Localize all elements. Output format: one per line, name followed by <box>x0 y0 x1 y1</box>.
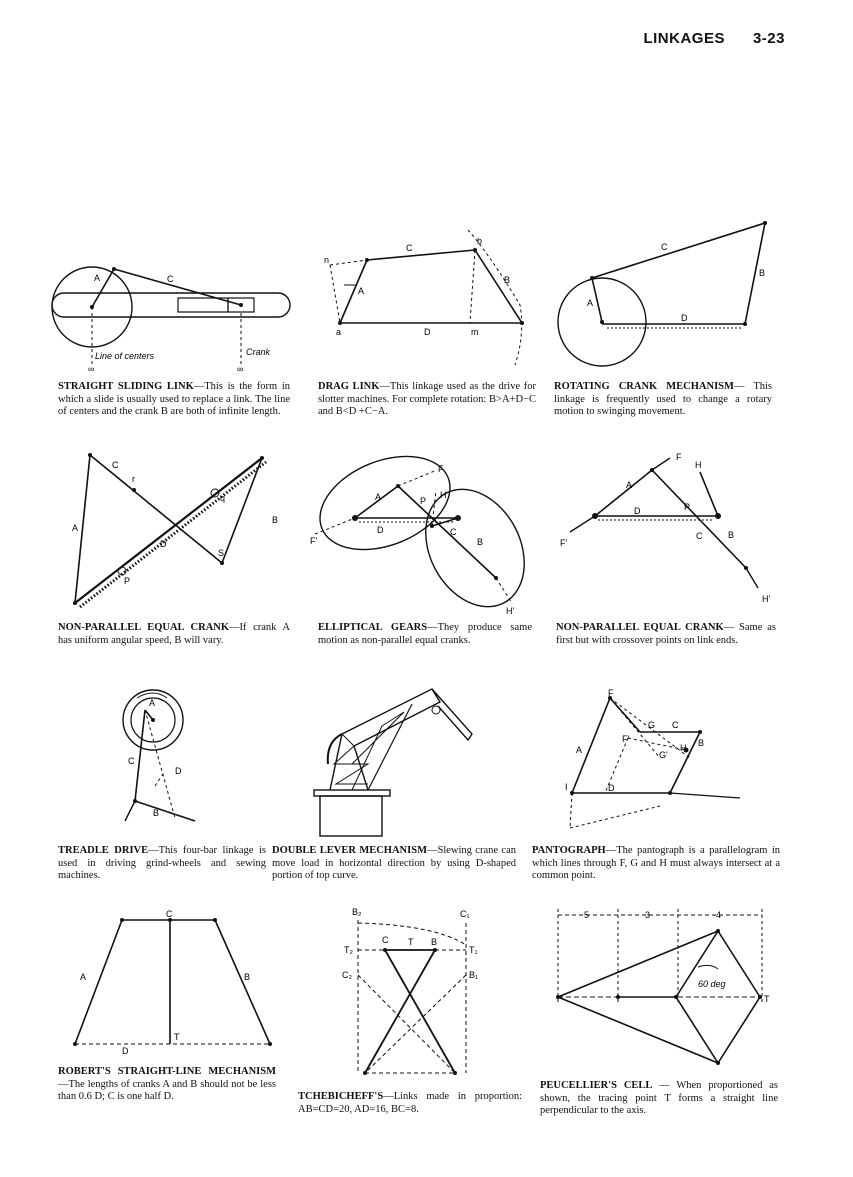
elliptical-gears-drawing <box>310 448 540 616</box>
caption-title: PANTOGRAPH <box>532 845 606 856</box>
caption-pantograph <box>532 845 780 883</box>
caption-text: — When proportioned as shown, the tracing point T forms a straight line perpendicular to the axis. <box>540 1080 778 1116</box>
caption-title: ROTATING CRANK MECHANISM <box>554 381 734 392</box>
caption-text: — This linkage is frequently used to change a rotary motion to swinging movement. <box>554 381 772 417</box>
label-c: C <box>112 460 119 470</box>
label-d: D <box>681 313 688 323</box>
label-a: A <box>149 698 156 708</box>
label-a: A <box>94 273 101 283</box>
label-60-deg: 60 deg <box>698 979 726 989</box>
caption-title: ROBERT'S STRAIGHT-LINE MECHANISM <box>58 1066 276 1077</box>
roberts-drawing <box>60 908 285 1058</box>
label-h: H <box>695 460 702 470</box>
label-h-prime: H' <box>762 594 771 604</box>
caption-text: —This is the form in which a slide is usually used to replace a link. The line of centers and the crank B are both of infinite length. <box>58 381 290 417</box>
straight-sliding-link-drawing <box>50 255 300 375</box>
figure-non-parallel-equal-crank-1 <box>60 450 290 610</box>
label-t: T <box>764 994 770 1004</box>
caption-text: —If crank A has uniform angular speed, B will vary. <box>58 622 290 646</box>
figure-straight-sliding-link <box>50 255 300 375</box>
label-b: B <box>504 275 511 285</box>
label-c1: C₁ <box>460 909 470 919</box>
label-b2: B₂ <box>352 907 362 917</box>
caption-text: —The lengths of cranks A and B should not be less than 0.6 D; C is one half D. <box>58 1078 276 1102</box>
label-f-prime: F' <box>622 734 630 744</box>
caption-tchebicheff <box>298 1091 522 1116</box>
label-a: A <box>358 286 365 296</box>
label-a: A <box>576 745 583 755</box>
label-d: D <box>608 783 615 793</box>
caption-title: STRAIGHT SLIDING LINK <box>58 381 194 392</box>
label-c: C <box>406 243 413 253</box>
label-b1: B₁ <box>469 970 479 980</box>
label-h: H <box>680 743 687 753</box>
tchebicheff-drawing <box>330 905 490 1085</box>
caption-text: — Same as first but with crossover points on link ends. <box>556 622 777 646</box>
label-d: D <box>160 539 167 549</box>
caption-title: PEUCELLIER'S CELL <box>540 1080 653 1091</box>
label-t2: T₂ <box>344 945 353 955</box>
label-d: D <box>377 525 384 535</box>
caption-title: DRAG LINK <box>318 381 380 392</box>
caption-text: —Slewing crane can move load in horizontal direction by using D-shaped portion of top curve. <box>272 845 516 881</box>
peucellier-drawing <box>548 905 778 1070</box>
label-a: A <box>626 480 633 490</box>
double-lever-drawing <box>312 684 492 839</box>
label-d: D <box>424 327 431 337</box>
rotating-crank-drawing <box>555 218 785 373</box>
label-t: T <box>174 1032 180 1042</box>
label-g-prime: G' <box>659 750 668 760</box>
caption-title: ELLIPTICAL GEARS <box>318 622 428 633</box>
caption-title: NON-PARALLEL EQUAL CRANK <box>58 622 230 633</box>
label-n: n <box>324 255 330 265</box>
caption-treadle-drive <box>58 845 266 883</box>
caption-roberts <box>58 1066 276 1104</box>
caption-text: —Links made in proportion: AB=CD=20, AD=16, BC=8. <box>298 1091 522 1115</box>
non-parallel-equal-crank-2-drawing <box>560 452 790 612</box>
caption-title: DOUBLE LEVER MECHANISM <box>272 845 427 856</box>
label-b: B <box>698 738 705 748</box>
figure-elliptical-gears <box>310 448 540 616</box>
label-q: q <box>220 493 226 503</box>
label-h: H <box>440 490 447 500</box>
label-d: D <box>634 506 641 516</box>
label-c: C <box>166 909 173 919</box>
label-f-prime: F' <box>560 538 568 548</box>
label-3: 3 <box>645 910 651 920</box>
label-b: B <box>728 530 735 540</box>
caption-elliptical-gears <box>318 622 532 647</box>
caption-text: —This four-bar linkage is used in driving grind-wheels and sewing machines. <box>58 845 266 881</box>
figure-drag-link <box>320 225 540 375</box>
label-s: S <box>218 548 225 558</box>
figure-treadle-drive <box>115 686 225 836</box>
label-i: I <box>565 782 568 792</box>
caption-title: NON-PARALLEL EQUAL CRANK <box>556 622 724 633</box>
caption-straight-sliding-link <box>58 381 290 419</box>
caption-text: —This linkage used as the drive for slotter machines. For complete rotation: B>A+D−C and B<D +C−A. <box>318 381 536 417</box>
label-infinity-1: ∞ <box>88 364 95 374</box>
label-c: C <box>167 274 174 284</box>
label-5: 5 <box>584 910 590 920</box>
caption-rotating-crank <box>554 381 772 419</box>
label-b: B <box>431 937 438 947</box>
label-a-lower: a <box>336 327 342 337</box>
label-f: F <box>608 688 614 698</box>
caption-peucellier <box>540 1080 778 1118</box>
section-title: LINKAGES <box>643 30 725 47</box>
label-g: G <box>648 720 656 730</box>
label-r: r <box>132 474 135 484</box>
figure-pantograph <box>560 688 760 838</box>
label-f: F <box>676 452 682 462</box>
label-4: 4 <box>716 910 722 920</box>
figure-double-lever <box>312 684 492 839</box>
label-p: P <box>684 502 691 512</box>
label-c: C <box>450 527 457 537</box>
non-parallel-equal-crank-1-drawing <box>60 450 290 610</box>
label-b: B <box>244 972 251 982</box>
caption-text: —The pantograph is a parallelogram in which lines through F, G and H must always intersect at a common point. <box>532 845 780 881</box>
label-crank: Crank <box>246 347 271 357</box>
caption-non-parallel-equal-crank-1 <box>58 622 290 647</box>
label-d: D <box>122 1046 129 1056</box>
label-f-prime: F' <box>310 536 318 546</box>
label-a: A <box>587 298 594 308</box>
caption-double-lever <box>272 845 516 883</box>
label-p: P <box>124 576 131 586</box>
label-d: D <box>175 766 182 776</box>
label-c: C <box>672 720 679 730</box>
label-c: C <box>696 531 703 541</box>
label-m: m <box>471 327 479 337</box>
figure-roberts <box>60 908 285 1058</box>
caption-text: —They produce same motion as non-parallel equal cranks. <box>318 622 532 646</box>
figure-non-parallel-equal-crank-2 <box>560 452 790 612</box>
figure-tchebicheff <box>330 905 490 1085</box>
label-a: A <box>80 972 87 982</box>
label-b: B <box>477 537 484 547</box>
drag-link-drawing <box>320 225 540 375</box>
label-h-prime: H' <box>506 606 515 616</box>
label-c2: C₂ <box>342 970 352 980</box>
page-header <box>615 30 785 47</box>
label-infinity-2: ∞ <box>237 364 244 374</box>
label-b: B <box>759 268 766 278</box>
label-c: C <box>128 756 135 766</box>
caption-non-parallel-equal-crank-2 <box>556 622 776 647</box>
label-f: F <box>438 464 444 474</box>
caption-title: TREADLE DRIVE <box>58 845 149 856</box>
pantograph-drawing <box>560 688 760 838</box>
label-c: C <box>382 935 389 945</box>
label-b-lower: b <box>477 236 483 246</box>
label-t: T <box>408 937 414 947</box>
label-p: P <box>420 496 427 506</box>
caption-drag-link <box>318 381 536 419</box>
label-a: A <box>375 492 382 502</box>
figure-rotating-crank <box>555 218 785 373</box>
label-a: A <box>72 523 79 533</box>
label-c: C <box>661 242 668 252</box>
label-b: B <box>153 808 160 818</box>
treadle-drive-drawing <box>115 686 225 836</box>
label-t1: T₁ <box>469 945 478 955</box>
figure-peucellier <box>548 905 778 1070</box>
caption-title: TCHEBICHEFF'S <box>298 1091 384 1102</box>
page-number: 3-23 <box>752 30 785 47</box>
label-line-of-centers: Line of centers <box>95 351 155 361</box>
label-b: B <box>272 515 279 525</box>
